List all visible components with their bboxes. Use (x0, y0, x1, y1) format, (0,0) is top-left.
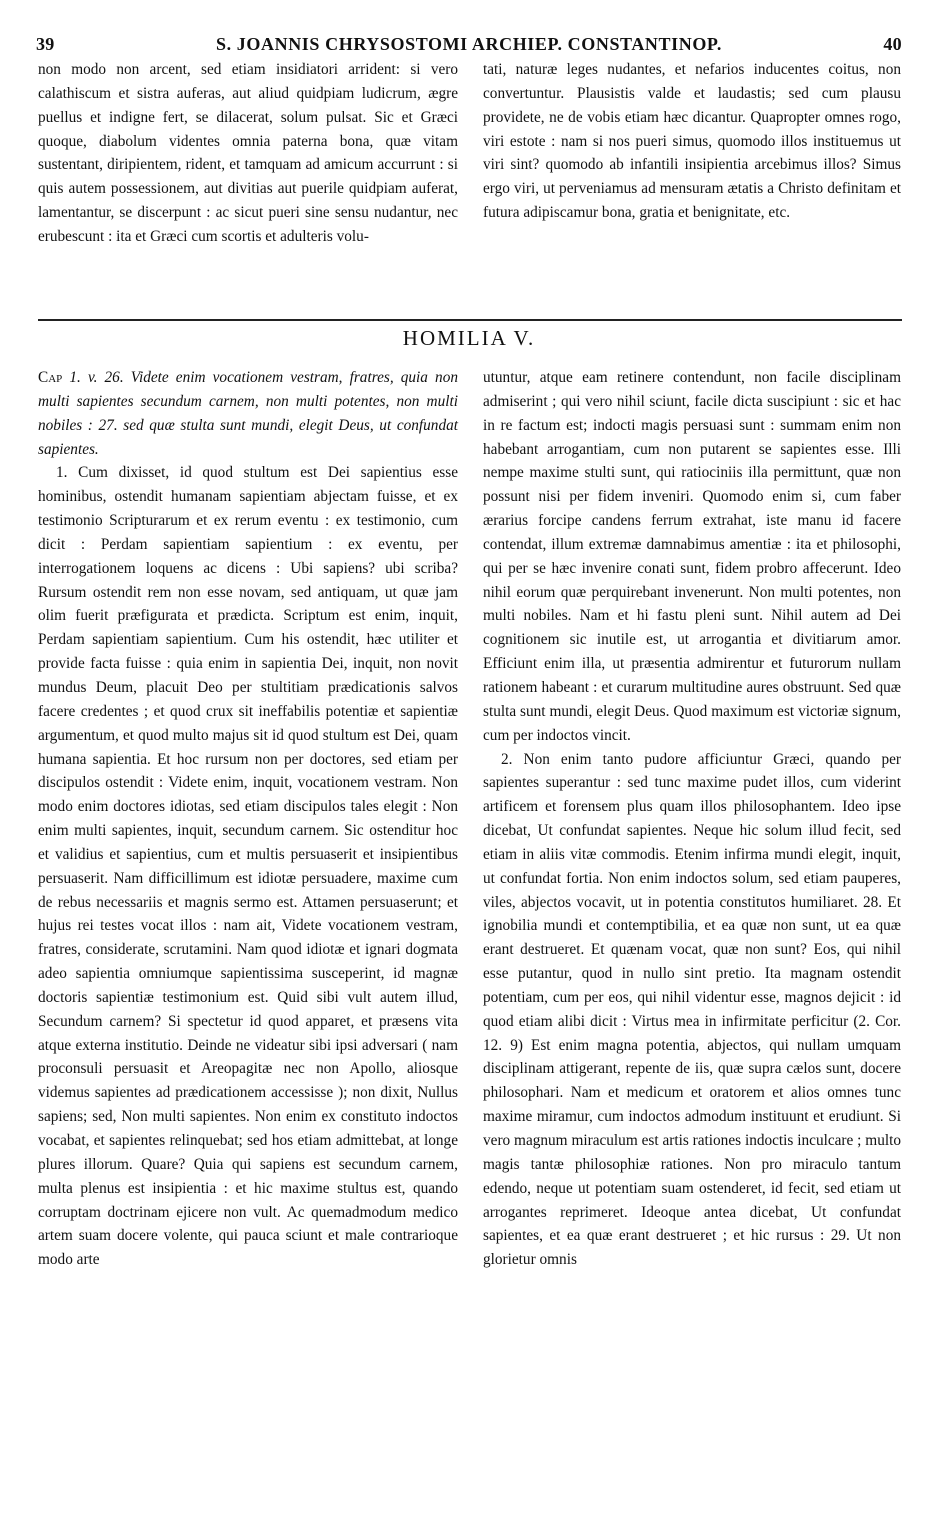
paragraph-1-continued: utuntur, atque eam retinere contendunt, non facile disciplinam admiserint ; qui vero nihil sciunt, facile dicta suscipiunt : sic et hac in re factum est; indocti magis persuasi sunt : summam enim non habebant arrogantiam, cum non putarent se sapientes esse. Illi nempe maxime stulti sunt, qui ratiociniis illa permittunt, quæ non possunt nisi per fidem inveniri. Quomodo enim si, cum faber ærarius forcipe candens ferrum extrahat, iste manu id facere contendat, illum extremæ damnabimus amentiæ : ita et philosophi, qui per se hæc invenire conati sunt, fidem probro affecerunt. Ideo nihil eorum quæ perquirebant invenerunt. Non multi potentes, non multi nobiles. Nam et hi fastu pleni sunt. Nihil autem ad Dei cognitionem sic inutile est, ut arrogantia et divitiarum amor. Efficiunt enim illa, ut præsentia admirentur et futurorum nullam rationem habeant : et curarum multitudine aures obstruunt. Sed quæ stulta sunt mundi, elegit Deus. Quod maximum est victoriæ signum, cum per indoctos vincit. (483, 369, 901, 744)
chapter-ref: 1. v. 26. (69, 369, 124, 386)
page-number-right: 40 (883, 34, 902, 54)
running-title: S. JOANNIS CHRYSOSTOMI ARCHIEP. CONSTANTINOP. (216, 34, 722, 54)
main-left-column (38, 366, 458, 1272)
chapter-verse: Videte enim vocationem vestram, fratres, quia non multi sapientes secundum carnem, non multi potentes, non multi nobiles : 27. sed quæ stulta sunt mundi, elegit Deus, ut confundat sapientes. (38, 369, 458, 458)
top-left-column (38, 58, 458, 249)
top-left-text: non modo non arcent, sed etiam insidiatori arrident: si vero calathiscum et sistra auferas, aut aliud quidpiam ludicrum, ægre puellus et indigne fert, se dilacerat, solum pulsat. Sic et Græci quoque, diabolum videntes omnia paterna bona, quæ vitam sustentant, diripientem, rident, et tamquam ad amicum accurrunt : si quis autem possessionem, aut divitias aut puerile quidpiam auferat, lamentantur, se discerpunt : ac sicut pueri sine sensu nudantur, nec erubescunt : ita et Græci cum scortis et adulteris volu- (38, 61, 458, 245)
top-right-column (483, 58, 901, 225)
chapter-label: Cap (38, 369, 63, 386)
top-right-text: tati, naturæ leges nudantes, et nefarios inducentes coitus, non convertuntur. Plausistis valde et laudastis; sed cum plausu providete, ne de vobis etiam hæc dicantur. Quapropter omnes rogo, viri estote : nam si nos pueri simus, quomodo illos instituemus ut viri sint? quomodo ab infantili insipientia arcebimus illos? Simus ergo viri, ut perveniamus ad mensuram ætatis a Christo definitam et futura adipiscamur bona, gratia et benignitate, etc. (483, 61, 901, 222)
homily-title: HOMILIA V. (402, 326, 536, 350)
paragraph-2: 2. Non enim tanto pudore afficiuntur Græci, quando per sapientes superantur : sed tunc maxime pudet illos, cum viderint artificem et forensem plus quam illos philosophantem. Ideo ipse dicebat, Ut confundat sapientes. Neque hic solum illud fecit, sed etiam in aliis vitæ commodis. Etenim infirma mundi elegit, inquit, ut confundat fortia. Non enim indoctos solum, sed etiam pauperes, viles, abjectos vocavit, ut in potentia constitutos humiliaret. 28. Et ignobilia mundi et contemptibilia, et ea quæ non sunt, ut ea quæ erant destrueret. Et quænam vocat, quæ non sunt? Eos, qui nihil esse putantur, quod in nullo sint pretio. Ita magnam ostendit potentiam, cum per eos, qui nihil videntur esse, magnos dejicit : id quod etiam alibi dicit : Virtus mea in infirmitate perficitur (2. Cor. 12. 9) Est enim magna potentia, abjectos, qui nullam umquam disciplinam attigerant, repente de iis, quæ supra cælos sunt, docere philosophari. Nam et medicum et oratorem et alios omnes tunc maxime miramur, cum indoctos admodum instituunt et erudiunt. Si vero magnum miraculum est artis rationes indoctis inculcare ; multo magis tantæ philosophiæ rationes. Non pro miraculo tantum edendo, neque ut potentiam suam ostenderet, id fecit, sed etiam ut arrogantes reprimeret. Ideoque antea dicebat, Ut confundat sapientes, et ea quæ erant destrueret ; et hic rursus : 29. Ut non glorietur omnis (483, 750, 901, 1269)
running-head (36, 34, 902, 55)
section-divider (38, 319, 902, 321)
main-right-column (483, 366, 901, 1272)
page-number-left: 39 (36, 34, 55, 54)
chapter-heading (38, 366, 458, 461)
paragraph-1: 1. Cum dixisset, id quod stultum est Dei sapientius esse hominibus, ostendit humanam sapientiam abjectam fuisse, et ex testimonio Scripturarum et ex rerum eventu : ex testimonio, cum dicit : Perdam sapientiam sapientium : ex eventu, per interrogationem loquens ac dicens : Ubi sapiens? ubi scriba? Rursum ostendit rem non esse novam, sed antiquam, ut quæ jam olim fuerit præfigurata et prædicta. Scriptum est enim, inquit, Perdam sapientiam sapientium. Cum his ostendit, hæc utiliter et provide facta fuisse : quia enim in sapientia Dei, inquit, non novit mundus Deum, placuit Deo per stultitiam prædicationis salvos facere credentes ; et quod crux sit ineffabilis potentiæ et sapientiæ argumentum, et quod multo majus sit id quod stultum est Dei, quam humana sapientia. Et hoc rursum non per doctores, sed etiam per discipulos ostendit : Videte enim, inquit, vocationem vestram. Non modo enim doctores idiotas, sed etiam discipulos tales elegit : Non enim multi sapientes, inquit, secundum carnem. Sic ostenditur hoc et validius et sapientius, cum et multis persuaserit et insipientibus persuaserit. Nam difficillimum est idiotæ persuadere, maxime cum de rebus necessariis et magnis sermo est. Attamen persuaserunt; et hujus rei testes vocat illos : nam ait, Videte vocationem vestram, fratres, considerate, scrutamini. Nam quod idiotæ et ignari dogmata adeo sapientia omniumque sapientissima susceperint, id magnæ doctoris sapientiæ testimonium est. Quid sibi vult autem illud, Secundum carnem? Si spectetur id quod apparet, et præsens vita atque externa institutio. Deinde ne videatur sibi ipsi adversari ( nam proconsuli persuasit et Areopagitæ nec non Apollo, aliosque videmus sapientes ad prædicationem accessisse ); non dixit, Nullus sapiens; sed, Non multi sapientes. Non enim ex constituto indoctos vocabat, et sapientes relinquebat; sed hos etiam admittebat, at longe plures illorum. Quare? Quia qui sapiens est secundum carnem, multa plenus est insipientia : et hic maxime stultus est, quando corruptam doctrinam ejicere non vult. Ac quemadmodum medico artem suam docere volente, qui pauca sciunt et male contrarioque modo arte (38, 464, 458, 1269)
